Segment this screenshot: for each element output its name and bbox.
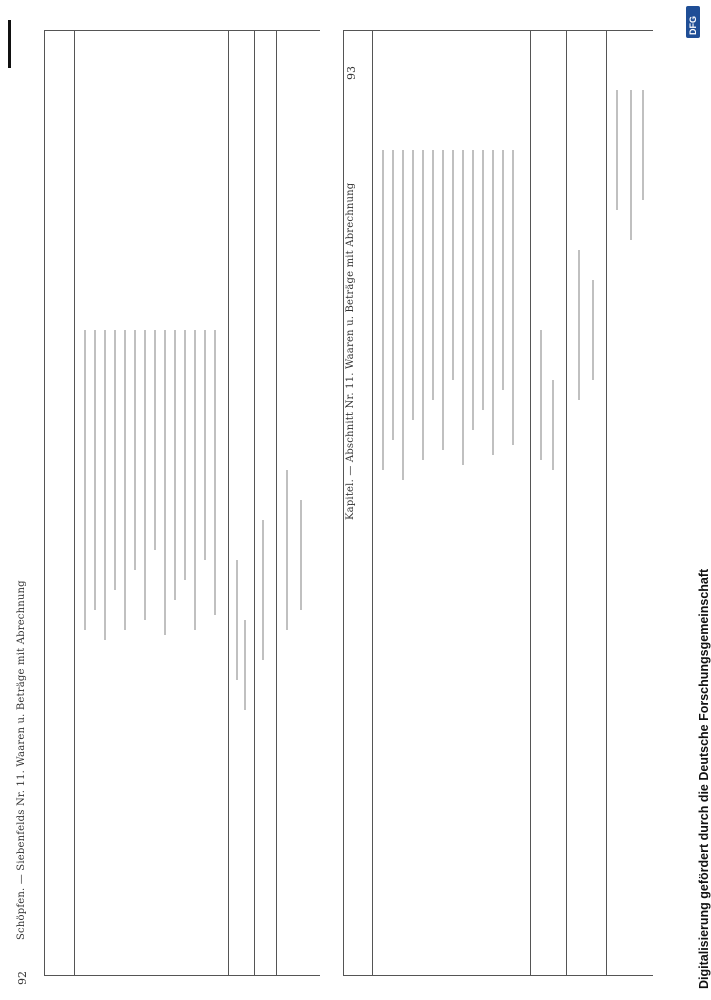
text-line (630, 90, 632, 240)
text-line (642, 90, 644, 200)
text-line (502, 150, 504, 390)
text-line (452, 150, 454, 380)
text-line (214, 330, 216, 615)
right-page-rule-bottom (343, 975, 653, 976)
dfg-logo-badge (686, 6, 700, 38)
right-page-rule-4 (606, 30, 607, 975)
text-line (164, 330, 166, 635)
text-line (462, 150, 464, 465)
text-line (552, 380, 554, 470)
left-page-rule-2 (228, 30, 229, 975)
text-line (492, 150, 494, 455)
digitization-notice (683, 4, 711, 996)
left-page-rule-outer (44, 30, 45, 975)
right-page-rule-2 (530, 30, 531, 975)
text-line (382, 150, 384, 470)
text-line (392, 150, 394, 440)
text-line (262, 520, 264, 660)
text-line (84, 330, 86, 630)
text-line (482, 150, 484, 410)
left-page-rule-1 (74, 30, 75, 975)
left-page-number: 92 (16, 971, 29, 985)
text-line (94, 330, 96, 610)
text-line (402, 150, 404, 480)
text-line (194, 330, 196, 630)
left-page-rule-bottom (44, 975, 320, 976)
right-page-rule-outer (343, 30, 344, 975)
right-page-rule-3 (566, 30, 567, 975)
text-line (154, 330, 156, 550)
text-line (134, 330, 136, 570)
left-running-head: Schöpfen. — Siebenfelds Nr. 11. Waaren u. Beträge mit Abrechnung (16, 580, 27, 940)
text-line (592, 280, 594, 380)
right-page-number: 93 (345, 66, 358, 80)
text-line (104, 330, 106, 640)
right-running-head: Kapitel. — Abschnitt Nr. 11. Waaren u. Beträge mit Abrechnung (345, 182, 356, 520)
left-edge-mark (8, 20, 11, 68)
text-line (184, 330, 186, 580)
left-page-rule-3 (254, 30, 255, 975)
text-line (174, 330, 176, 600)
right-page-rule-top (343, 30, 653, 31)
left-page-rule-4 (276, 30, 277, 975)
text-line (616, 90, 618, 210)
digitization-notice-text: Digitalisierung gefördert durch die Deutsche Forschungsgemeinschaft (697, 568, 711, 989)
text-line (244, 620, 246, 710)
text-line (124, 330, 126, 630)
text-line (442, 150, 444, 450)
text-line (144, 330, 146, 620)
text-line (114, 330, 116, 590)
text-line (472, 150, 474, 430)
text-line (422, 150, 424, 460)
text-line (236, 560, 238, 680)
text-line (432, 150, 434, 400)
text-line (204, 330, 206, 560)
text-line (512, 150, 514, 445)
right-page-rule-1 (372, 30, 373, 975)
dfg-logo-text: DFG (688, 16, 698, 35)
text-line (300, 500, 302, 610)
text-line (578, 250, 580, 400)
left-page-rule-top (44, 30, 320, 31)
text-line (540, 330, 542, 460)
text-line (286, 470, 288, 630)
text-line (412, 150, 414, 420)
